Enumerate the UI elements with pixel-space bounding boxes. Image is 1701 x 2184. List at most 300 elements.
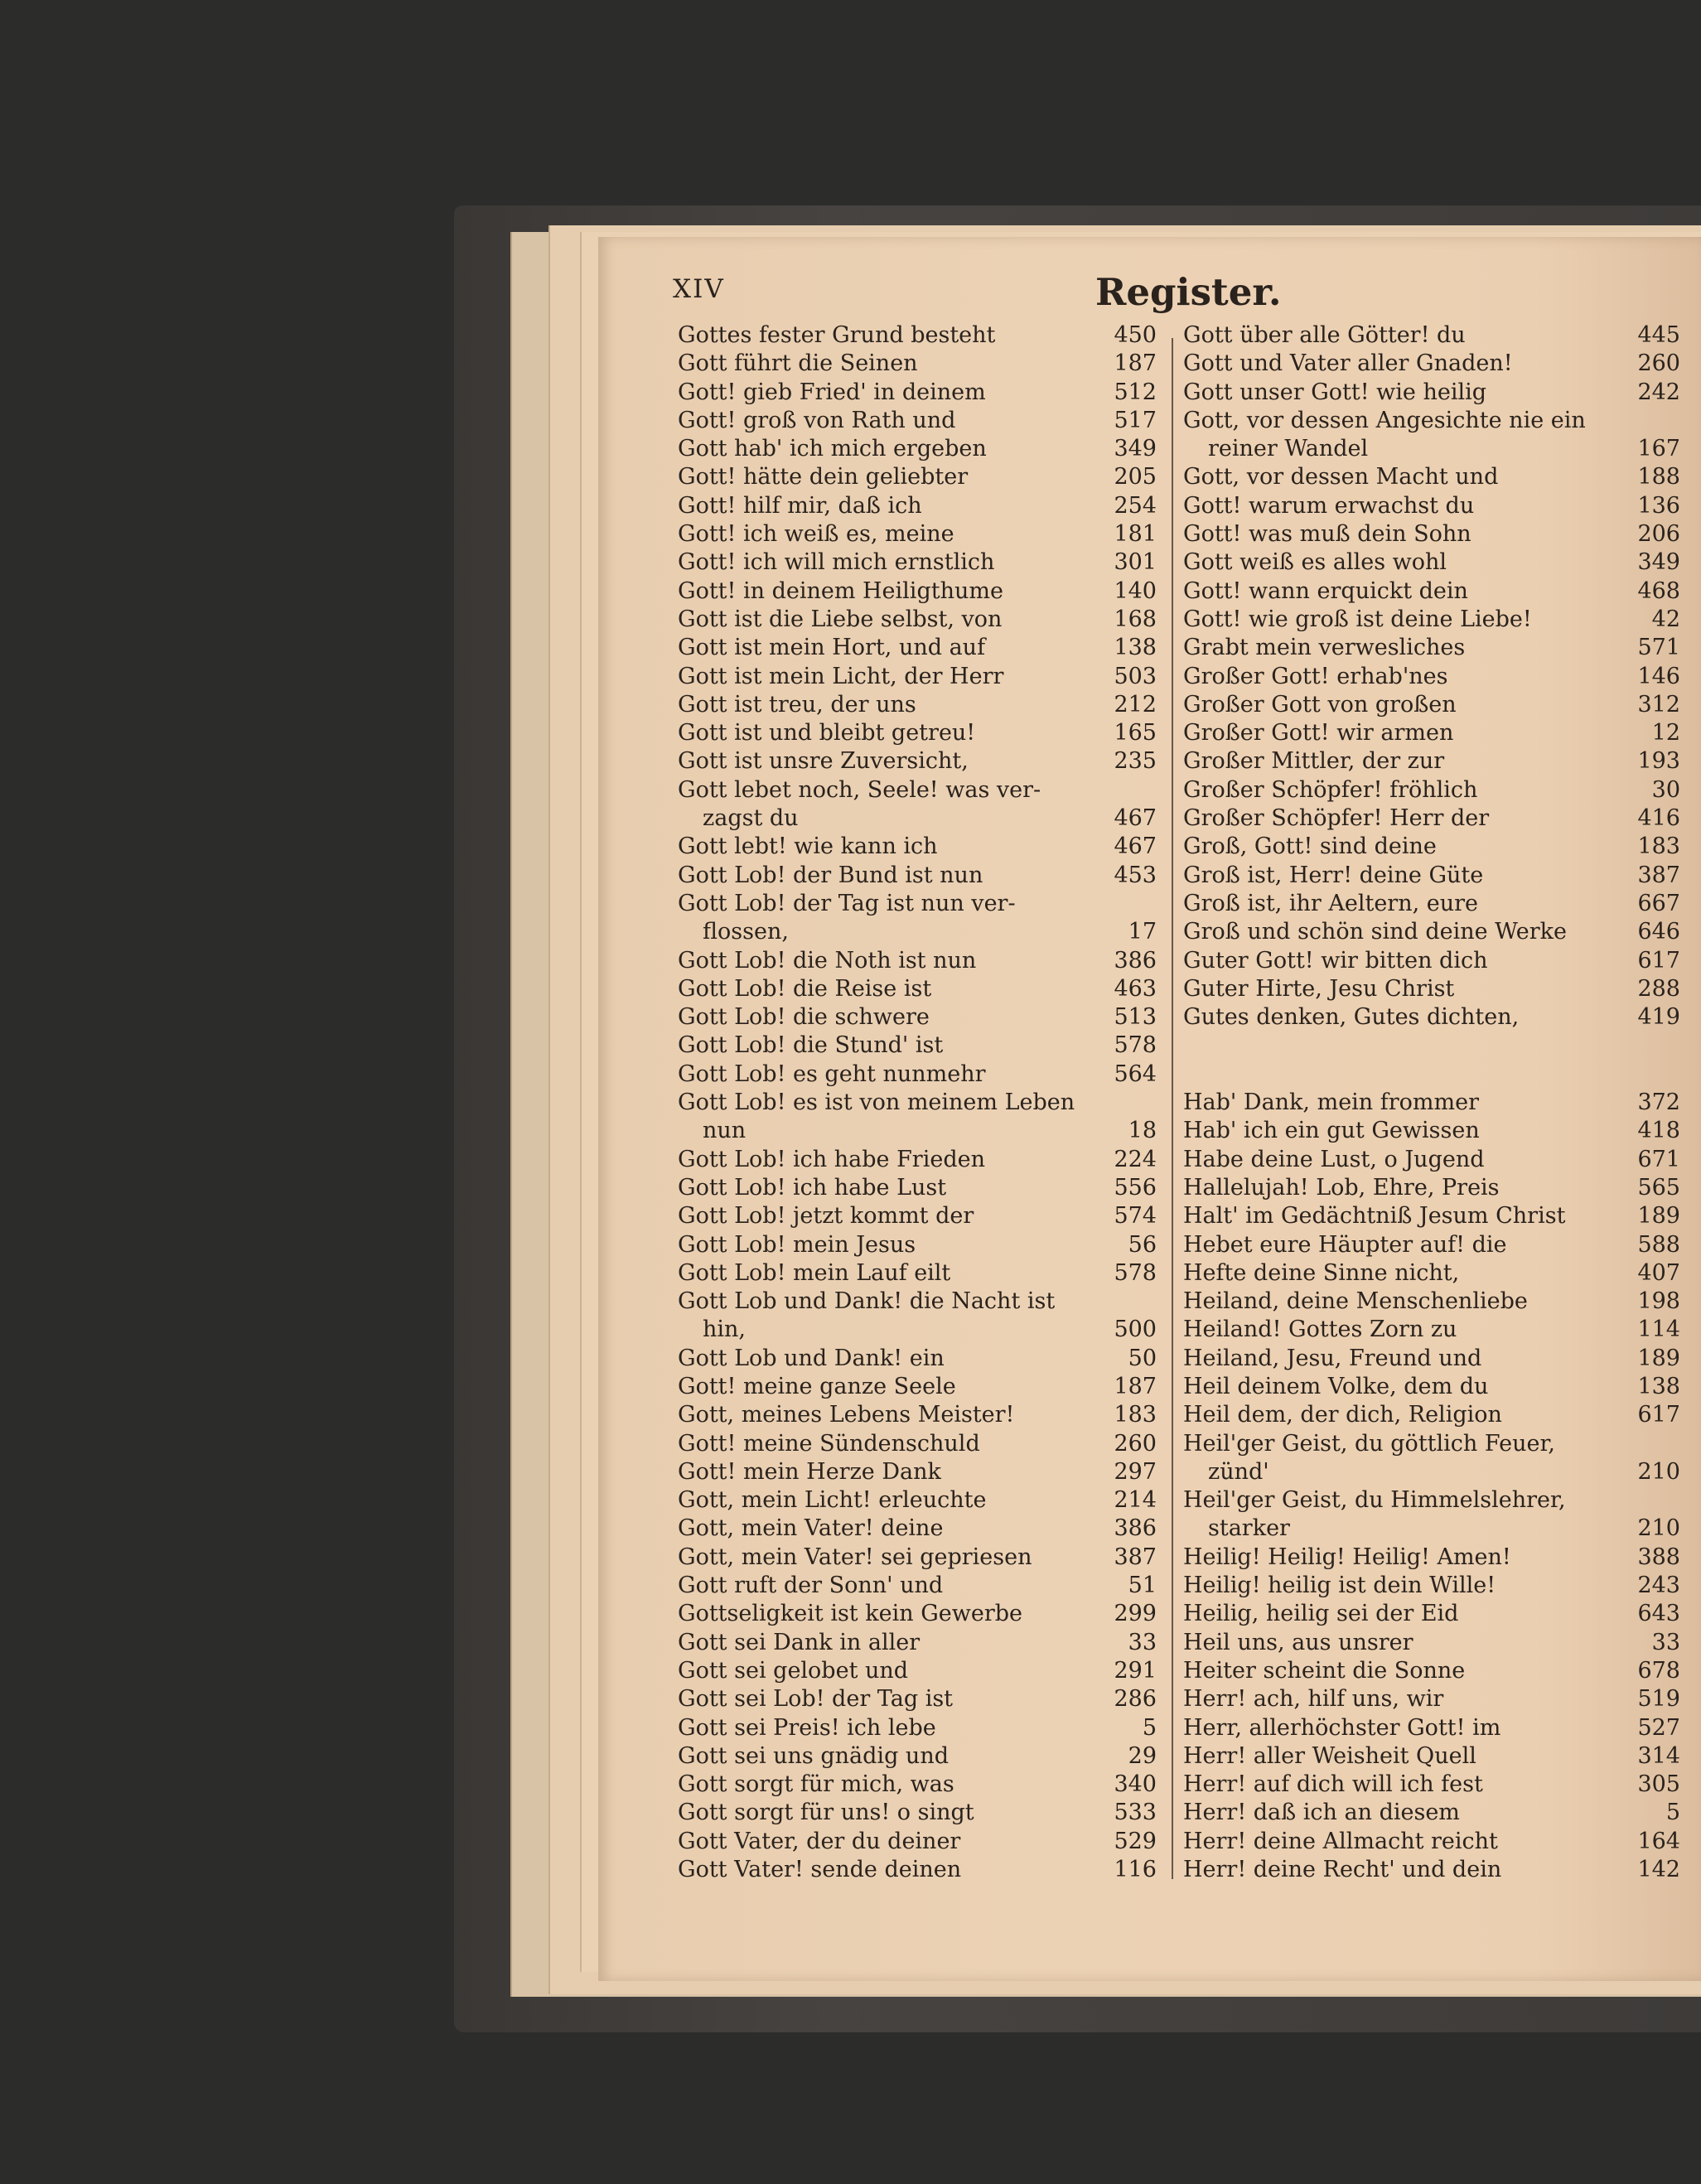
entry-text: Gott, meines Lebens Meister!	[678, 1402, 1015, 1428]
hymn-number: 260	[1637, 350, 1680, 377]
entry-continuation: reiner Wandel	[1208, 436, 1369, 462]
entry-text: Gott ruft der Sonn' und	[678, 1573, 944, 1599]
hymn-first-line	[1183, 1117, 1614, 1145]
index-entry	[1183, 1373, 1680, 1401]
hymn-first-line	[678, 1629, 1090, 1657]
entry-text: Gott! was muß dein Sohn	[1183, 521, 1471, 548]
hymn-first-line	[1183, 1657, 1614, 1685]
hymn-first-line	[678, 1231, 1090, 1259]
entry-text: Gott, vor dessen Macht und	[1183, 464, 1499, 490]
hymn-number: 42	[1651, 606, 1680, 632]
hymn-number: 419	[1637, 1004, 1680, 1031]
index-entry	[678, 407, 1157, 435]
entry-text: Großer Gott von großen	[1183, 691, 1457, 718]
hymn-first-line	[678, 520, 1090, 548]
hymn-number: 214	[1114, 1487, 1157, 1514]
hymn-number: 29	[1128, 1742, 1157, 1769]
entry-text: Herr! deine Recht' und dein	[1183, 1857, 1502, 1883]
hymn-number: 513	[1114, 1004, 1157, 1031]
index-entry	[1183, 1771, 1680, 1799]
index-entry	[1183, 1742, 1680, 1771]
page-title: Register.	[1095, 270, 1282, 314]
hymn-number: 205	[1114, 464, 1157, 490]
hymn-number: 138	[1114, 635, 1157, 661]
entry-text: Gott Vater! sende deinen	[678, 1857, 962, 1883]
hymn-number: 140	[1114, 577, 1157, 604]
entry-text: Groß ist, Herr! deine Güte	[1183, 862, 1484, 888]
index-entry	[678, 435, 1157, 463]
hymn-number: 574	[1114, 1203, 1157, 1230]
hymn-first-line	[1183, 663, 1614, 691]
entry-continuation: hin,	[703, 1317, 746, 1343]
hymn-first-line	[678, 1089, 1090, 1146]
index-entry	[678, 1288, 1157, 1345]
hymn-number: 643	[1637, 1601, 1680, 1627]
hymn-number: 30	[1651, 776, 1680, 803]
hymn-first-line	[1183, 1174, 1614, 1202]
hymn-number: 212	[1114, 691, 1157, 718]
index-entry	[678, 1231, 1157, 1259]
index-entry	[1183, 663, 1680, 691]
entry-text: Gott ist mein Hort, und auf	[678, 635, 986, 661]
hymn-number: 453	[1114, 862, 1157, 888]
entry-text: Gott, mein Vater! deine	[678, 1515, 944, 1542]
index-entry	[678, 1458, 1157, 1486]
index-entry	[678, 606, 1157, 634]
hymn-first-line	[678, 321, 1090, 350]
entry-text: Großer Schöpfer! Herr der	[1183, 805, 1490, 832]
entry-text: Gott! meine Sündenschuld	[678, 1430, 980, 1457]
entry-text: Gott Lob! mein Jesus	[678, 1231, 916, 1258]
index-entry	[678, 862, 1157, 890]
index-entry	[1183, 1544, 1680, 1572]
index-entry	[1183, 1486, 1680, 1544]
index-entry	[1183, 1430, 1680, 1487]
hymn-number: 260	[1114, 1430, 1157, 1457]
index-entry	[678, 548, 1157, 577]
hymn-first-line	[1183, 947, 1614, 975]
index-entry	[678, 321, 1157, 350]
hymn-number: 188	[1637, 464, 1680, 490]
index-entry	[678, 1003, 1157, 1032]
entry-text: Heilig, heilig sei der Eid	[1183, 1601, 1459, 1627]
hymn-first-line	[1183, 1316, 1614, 1344]
entry-text: Großer Mittler, der zur	[1183, 748, 1445, 775]
hymn-first-line	[1183, 975, 1614, 1003]
index-entry	[1183, 1685, 1680, 1713]
hymn-first-line	[678, 1288, 1090, 1345]
entry-text: Gott! ich weiß es, meine	[678, 521, 954, 548]
index-entry	[678, 1742, 1157, 1771]
hymn-number: 242	[1637, 379, 1680, 405]
hymn-first-line	[678, 1458, 1090, 1486]
entry-text: Gott Lob! mein Lauf eilt	[678, 1259, 951, 1286]
hymn-first-line	[678, 833, 1090, 861]
hymn-number: 187	[1114, 350, 1157, 377]
index-entry	[678, 1771, 1157, 1799]
index-entry	[678, 1430, 1157, 1458]
section-gap	[1183, 1061, 1680, 1089]
hymn-number: 243	[1637, 1573, 1680, 1599]
hymn-first-line	[678, 1515, 1090, 1543]
index-entry	[678, 691, 1157, 719]
hymn-first-line	[1183, 1856, 1614, 1884]
hymn-first-line	[678, 776, 1090, 833]
hymn-number: 578	[1114, 1032, 1157, 1059]
index-entry	[678, 1032, 1157, 1060]
hymn-number: 193	[1637, 748, 1680, 775]
index-entry	[678, 1657, 1157, 1685]
hymn-number: 517	[1114, 407, 1157, 433]
index-entry	[1183, 577, 1680, 606]
index-entry	[1183, 719, 1680, 747]
hymn-number: 407	[1637, 1259, 1680, 1286]
index-entry	[1183, 1316, 1680, 1344]
entry-text: Gott Lob! ich habe Frieden	[678, 1146, 985, 1172]
index-entry	[678, 1061, 1157, 1089]
hymn-first-line	[678, 1771, 1090, 1799]
entry-text: Gott ist unsre Zuversicht,	[678, 748, 969, 775]
hymn-first-line	[1183, 1202, 1614, 1230]
entry-text: Gott Lob und Dank! die Nacht ist	[678, 1288, 1056, 1315]
hymn-first-line	[678, 577, 1090, 606]
hymn-number: 445	[1637, 322, 1680, 348]
entry-text: Gott, mein Licht! erleuchte	[678, 1487, 987, 1514]
entry-text: Gott Vater, der du deiner	[678, 1828, 961, 1854]
hymn-number: 388	[1637, 1544, 1680, 1570]
hymn-first-line	[678, 947, 1090, 975]
entry-text: Gott! wann erquickt dein	[1183, 577, 1468, 604]
hymn-first-line	[1183, 918, 1614, 946]
hymn-number: 291	[1114, 1657, 1157, 1684]
hymn-number: 189	[1637, 1203, 1680, 1230]
hymn-number: 418	[1637, 1118, 1680, 1144]
column-divider	[1172, 338, 1173, 1879]
hymn-number: 556	[1114, 1174, 1157, 1201]
index-entry	[1183, 1629, 1680, 1657]
index-entry	[1183, 463, 1680, 491]
entry-text: Gott! gieb Fried' in deinem	[678, 379, 986, 405]
hymn-first-line	[678, 1061, 1090, 1089]
hymn-first-line	[678, 1856, 1090, 1884]
hymn-number: 136	[1637, 492, 1680, 519]
hymn-first-line	[678, 1345, 1090, 1373]
entry-text: Heilig! heilig ist dein Wille!	[1183, 1573, 1496, 1599]
entry-text: Gott! in deinem Heiligthume	[678, 577, 1003, 604]
entry-text: Großer Gott! wir armen	[1183, 720, 1454, 747]
hymn-first-line	[1183, 1146, 1614, 1174]
index-entry	[678, 1799, 1157, 1827]
entry-text: Gott Lob! die schwere	[678, 1004, 930, 1031]
hymn-first-line	[678, 1544, 1090, 1572]
index-entry	[678, 1401, 1157, 1429]
hymn-number: 533	[1114, 1800, 1157, 1826]
entry-continuation: starker	[1208, 1515, 1290, 1542]
hymn-first-line	[1183, 1544, 1614, 1572]
entry-text: Gott! groß von Rath und	[678, 407, 956, 433]
entry-text: Gottes fester Grund besteht	[678, 322, 996, 348]
entry-text: Gott! mein Herze Dank	[678, 1458, 941, 1485]
entry-text: Grabt mein verwesliches	[1183, 635, 1466, 661]
hymn-first-line	[678, 1799, 1090, 1827]
left-index-column	[678, 321, 1157, 1884]
entry-text: Heilig! Heilig! Heilig! Amen!	[1183, 1544, 1511, 1570]
entry-text: Gott unser Gott! wie heilig	[1183, 379, 1487, 405]
index-entry	[1183, 1657, 1680, 1685]
hymn-first-line	[1183, 1771, 1614, 1799]
hymn-first-line	[1183, 691, 1614, 719]
index-entry	[678, 1146, 1157, 1174]
hymn-first-line	[678, 1714, 1090, 1742]
hymn-number: 416	[1637, 805, 1680, 832]
index-entry	[1183, 1714, 1680, 1742]
hymn-first-line	[1183, 1714, 1614, 1742]
index-entry	[1183, 1856, 1680, 1884]
entry-text: Heil'ger Geist, du göttlich Feuer,	[1183, 1430, 1556, 1457]
hymn-number: 224	[1114, 1146, 1157, 1172]
entry-text: Gott Lob! jetzt kommt der	[678, 1203, 974, 1230]
hymn-first-line	[678, 1430, 1090, 1458]
index-entry	[1183, 747, 1680, 776]
entry-text: Gott lebet noch, Seele! was ver-	[678, 776, 1041, 803]
index-entry	[678, 1828, 1157, 1856]
hymn-number: 349	[1637, 549, 1680, 576]
hymn-first-line	[1183, 1401, 1614, 1429]
hymn-first-line	[678, 1401, 1090, 1429]
entry-text: Groß und schön sind deine Werke	[1183, 919, 1567, 945]
hymn-number: 467	[1114, 805, 1157, 832]
hymn-number: 387	[1637, 862, 1680, 888]
hymn-first-line	[678, 1174, 1090, 1202]
index-entry	[1183, 548, 1680, 577]
entry-text: Gott, vor dessen Angesichte nie ein	[1183, 407, 1586, 433]
hymn-first-line	[678, 463, 1090, 491]
index-entry	[678, 1202, 1157, 1230]
index-entry	[1183, 805, 1680, 833]
hymn-number: 206	[1637, 521, 1680, 548]
hymn-first-line	[1183, 606, 1614, 634]
hymn-number: 646	[1637, 919, 1680, 945]
hymn-first-line	[1183, 747, 1614, 776]
hymn-number: 167	[1637, 436, 1680, 462]
entry-text: Heiter scheint die Sonne	[1183, 1657, 1466, 1684]
index-entry	[678, 1089, 1157, 1146]
hymn-number: 297	[1114, 1458, 1157, 1485]
index-entry	[678, 1856, 1157, 1884]
hymn-number: 571	[1637, 635, 1680, 661]
index-entry	[1183, 321, 1680, 350]
hymn-first-line	[1183, 1231, 1614, 1259]
entry-continuation: nun	[703, 1118, 747, 1144]
index-entry	[1183, 1003, 1680, 1032]
hymn-number: 588	[1637, 1231, 1680, 1258]
entry-text: Gott über alle Götter! du	[1183, 322, 1466, 348]
entry-text: Gott führt die Seinen	[678, 350, 918, 377]
hymn-number: 578	[1114, 1259, 1157, 1286]
hymn-first-line	[678, 407, 1090, 435]
hymn-number: 565	[1637, 1174, 1680, 1201]
index-entry	[678, 947, 1157, 975]
index-entry	[1183, 1572, 1680, 1600]
entry-text: Halt' im Gedächtniß Jesum Christ	[1183, 1203, 1566, 1230]
hymn-number: 386	[1114, 1515, 1157, 1542]
entry-text: Gott, mein Vater! sei gepriesen	[678, 1544, 1032, 1570]
index-entry	[678, 350, 1157, 378]
hymn-number: 527	[1637, 1714, 1680, 1741]
entry-text: Gott! ich will mich ernstlich	[678, 549, 995, 576]
index-entry	[678, 520, 1157, 548]
index-entry	[678, 492, 1157, 520]
entry-text: Herr! deine Allmacht reicht	[1183, 1828, 1498, 1854]
index-entry	[678, 1259, 1157, 1288]
entry-text: Gott sei uns gnädig und	[678, 1742, 949, 1769]
hymn-number: 183	[1114, 1402, 1157, 1428]
hymn-first-line	[1183, 1685, 1614, 1713]
entry-text: Herr! ach, hilf uns, wir	[1183, 1686, 1444, 1713]
entry-text: Heiland, Jesu, Freund und	[1183, 1345, 1482, 1371]
hymn-number: 372	[1637, 1090, 1680, 1116]
index-entry	[678, 1174, 1157, 1202]
hymn-number: 667	[1637, 890, 1680, 916]
hymn-first-line	[1183, 1288, 1614, 1316]
hymn-first-line	[678, 719, 1090, 747]
entry-text: Gott ist und bleibt getreu!	[678, 720, 976, 747]
entry-text: Gott sei Lob! der Tag ist	[678, 1686, 954, 1713]
hymn-number: 450	[1114, 322, 1157, 348]
hymn-number: 386	[1114, 947, 1157, 974]
hymn-first-line	[1183, 463, 1614, 491]
entry-text: Gott ist die Liebe selbst, von	[678, 606, 1003, 632]
hymn-first-line	[678, 1003, 1090, 1032]
hymn-first-line	[678, 1572, 1090, 1600]
hymn-first-line	[1183, 520, 1614, 548]
hymn-number: 33	[1651, 1629, 1680, 1655]
entry-text: Gutes denken, Gutes dichten,	[1183, 1004, 1520, 1031]
hymn-first-line	[678, 435, 1090, 463]
index-entry	[1183, 1146, 1680, 1174]
hymn-first-line	[1183, 776, 1614, 805]
index-entry	[678, 776, 1157, 833]
hymn-first-line	[1183, 1003, 1614, 1032]
hymn-number: 164	[1637, 1828, 1680, 1854]
entry-text: Gott! hilf mir, daß ich	[678, 492, 922, 519]
hymn-number: 617	[1637, 1402, 1680, 1428]
index-entry	[1183, 691, 1680, 719]
hymn-first-line	[678, 1657, 1090, 1685]
index-entry	[678, 890, 1157, 947]
hymn-number: 463	[1114, 975, 1157, 1002]
hymn-number: 50	[1128, 1345, 1157, 1371]
entry-text: Hebet eure Häupter auf! die	[1183, 1231, 1507, 1258]
index-entry	[1183, 1828, 1680, 1856]
index-entry	[1183, 520, 1680, 548]
hymn-first-line	[1183, 350, 1614, 378]
hymn-first-line	[1183, 1373, 1614, 1401]
entry-text: Heiland, deine Menschenliebe	[1183, 1288, 1528, 1315]
index-entry	[678, 719, 1157, 747]
entry-text: Gott! wie groß ist deine Liebe!	[1183, 606, 1532, 632]
hymn-first-line	[1183, 1742, 1614, 1771]
hymn-number: 56	[1128, 1231, 1157, 1258]
index-entry	[678, 463, 1157, 491]
entry-text: Heil uns, aus unsrer	[1183, 1629, 1413, 1655]
index-entry	[678, 1572, 1157, 1600]
hymn-number: 678	[1637, 1657, 1680, 1684]
hymn-number: 165	[1114, 720, 1157, 747]
index-entry	[1183, 947, 1680, 975]
hymn-number: 146	[1637, 663, 1680, 689]
entry-text: Gott hab' ich mich ergeben	[678, 436, 987, 462]
right-index-column	[1183, 321, 1680, 1884]
hymn-first-line	[678, 747, 1090, 776]
hymn-number: 617	[1637, 947, 1680, 974]
hymn-first-line	[1183, 634, 1614, 662]
hymn-number: 198	[1637, 1288, 1680, 1315]
hymn-number: 299	[1114, 1601, 1157, 1627]
register-page	[598, 237, 1701, 1981]
hymn-first-line	[1183, 1799, 1614, 1827]
index-entry	[678, 1544, 1157, 1572]
hymn-number: 312	[1637, 691, 1680, 718]
index-entry	[1183, 890, 1680, 918]
entry-text: Gott sei Dank in aller	[678, 1629, 921, 1655]
index-entry	[1183, 1089, 1680, 1117]
hymn-first-line	[678, 663, 1090, 691]
hymn-first-line	[1183, 321, 1614, 350]
hymn-first-line	[1183, 379, 1614, 407]
hymn-first-line	[678, 634, 1090, 662]
hymn-number: 254	[1114, 492, 1157, 519]
hymn-number: 5	[1665, 1800, 1680, 1826]
index-entry	[678, 1629, 1157, 1657]
hymn-first-line	[678, 1742, 1090, 1771]
hymn-number: 467	[1114, 833, 1157, 860]
entry-text: Gott ist treu, der uns	[678, 691, 916, 718]
hymn-first-line	[678, 1259, 1090, 1288]
index-entry	[1183, 407, 1680, 464]
index-entry	[1183, 1288, 1680, 1316]
entry-text: Gott sorgt für mich, was	[678, 1771, 954, 1798]
entry-text: Gott! meine ganze Seele	[678, 1373, 956, 1399]
entry-text: Hallelujah! Lob, Ehre, Preis	[1183, 1174, 1500, 1201]
entry-text: Hab' Dank, mein frommer	[1183, 1090, 1480, 1116]
entry-text: Guter Hirte, Jesu Christ	[1183, 975, 1455, 1002]
entry-continuation: flossen,	[703, 919, 789, 945]
hymn-number: 181	[1114, 521, 1157, 548]
entry-text: Herr, allerhöchster Gott! im	[1183, 1714, 1501, 1741]
hymn-number: 138	[1637, 1373, 1680, 1399]
index-entry	[1183, 1202, 1680, 1230]
entry-text: Großer Schöpfer! fröhlich	[1183, 776, 1478, 803]
index-entry	[678, 577, 1157, 606]
hymn-number: 564	[1114, 1061, 1157, 1087]
hymn-number: 142	[1637, 1857, 1680, 1883]
entry-text: Gott sorgt für uns! o singt	[678, 1800, 974, 1826]
entry-text: Gott Lob! die Stund' ist	[678, 1032, 944, 1059]
index-entry	[678, 379, 1157, 407]
hymn-first-line	[678, 492, 1090, 520]
hymn-number: 305	[1637, 1771, 1680, 1798]
index-entry	[1183, 379, 1680, 407]
hymn-first-line	[678, 975, 1090, 1003]
hymn-first-line	[1183, 1486, 1614, 1544]
entry-text: Gott! hätte dein geliebter	[678, 464, 969, 490]
entry-text: Guter Gott! wir bitten dich	[1183, 947, 1488, 974]
index-entry	[678, 1515, 1157, 1543]
index-entry	[1183, 918, 1680, 946]
hymn-first-line	[1183, 805, 1614, 833]
index-entry	[678, 1714, 1157, 1742]
